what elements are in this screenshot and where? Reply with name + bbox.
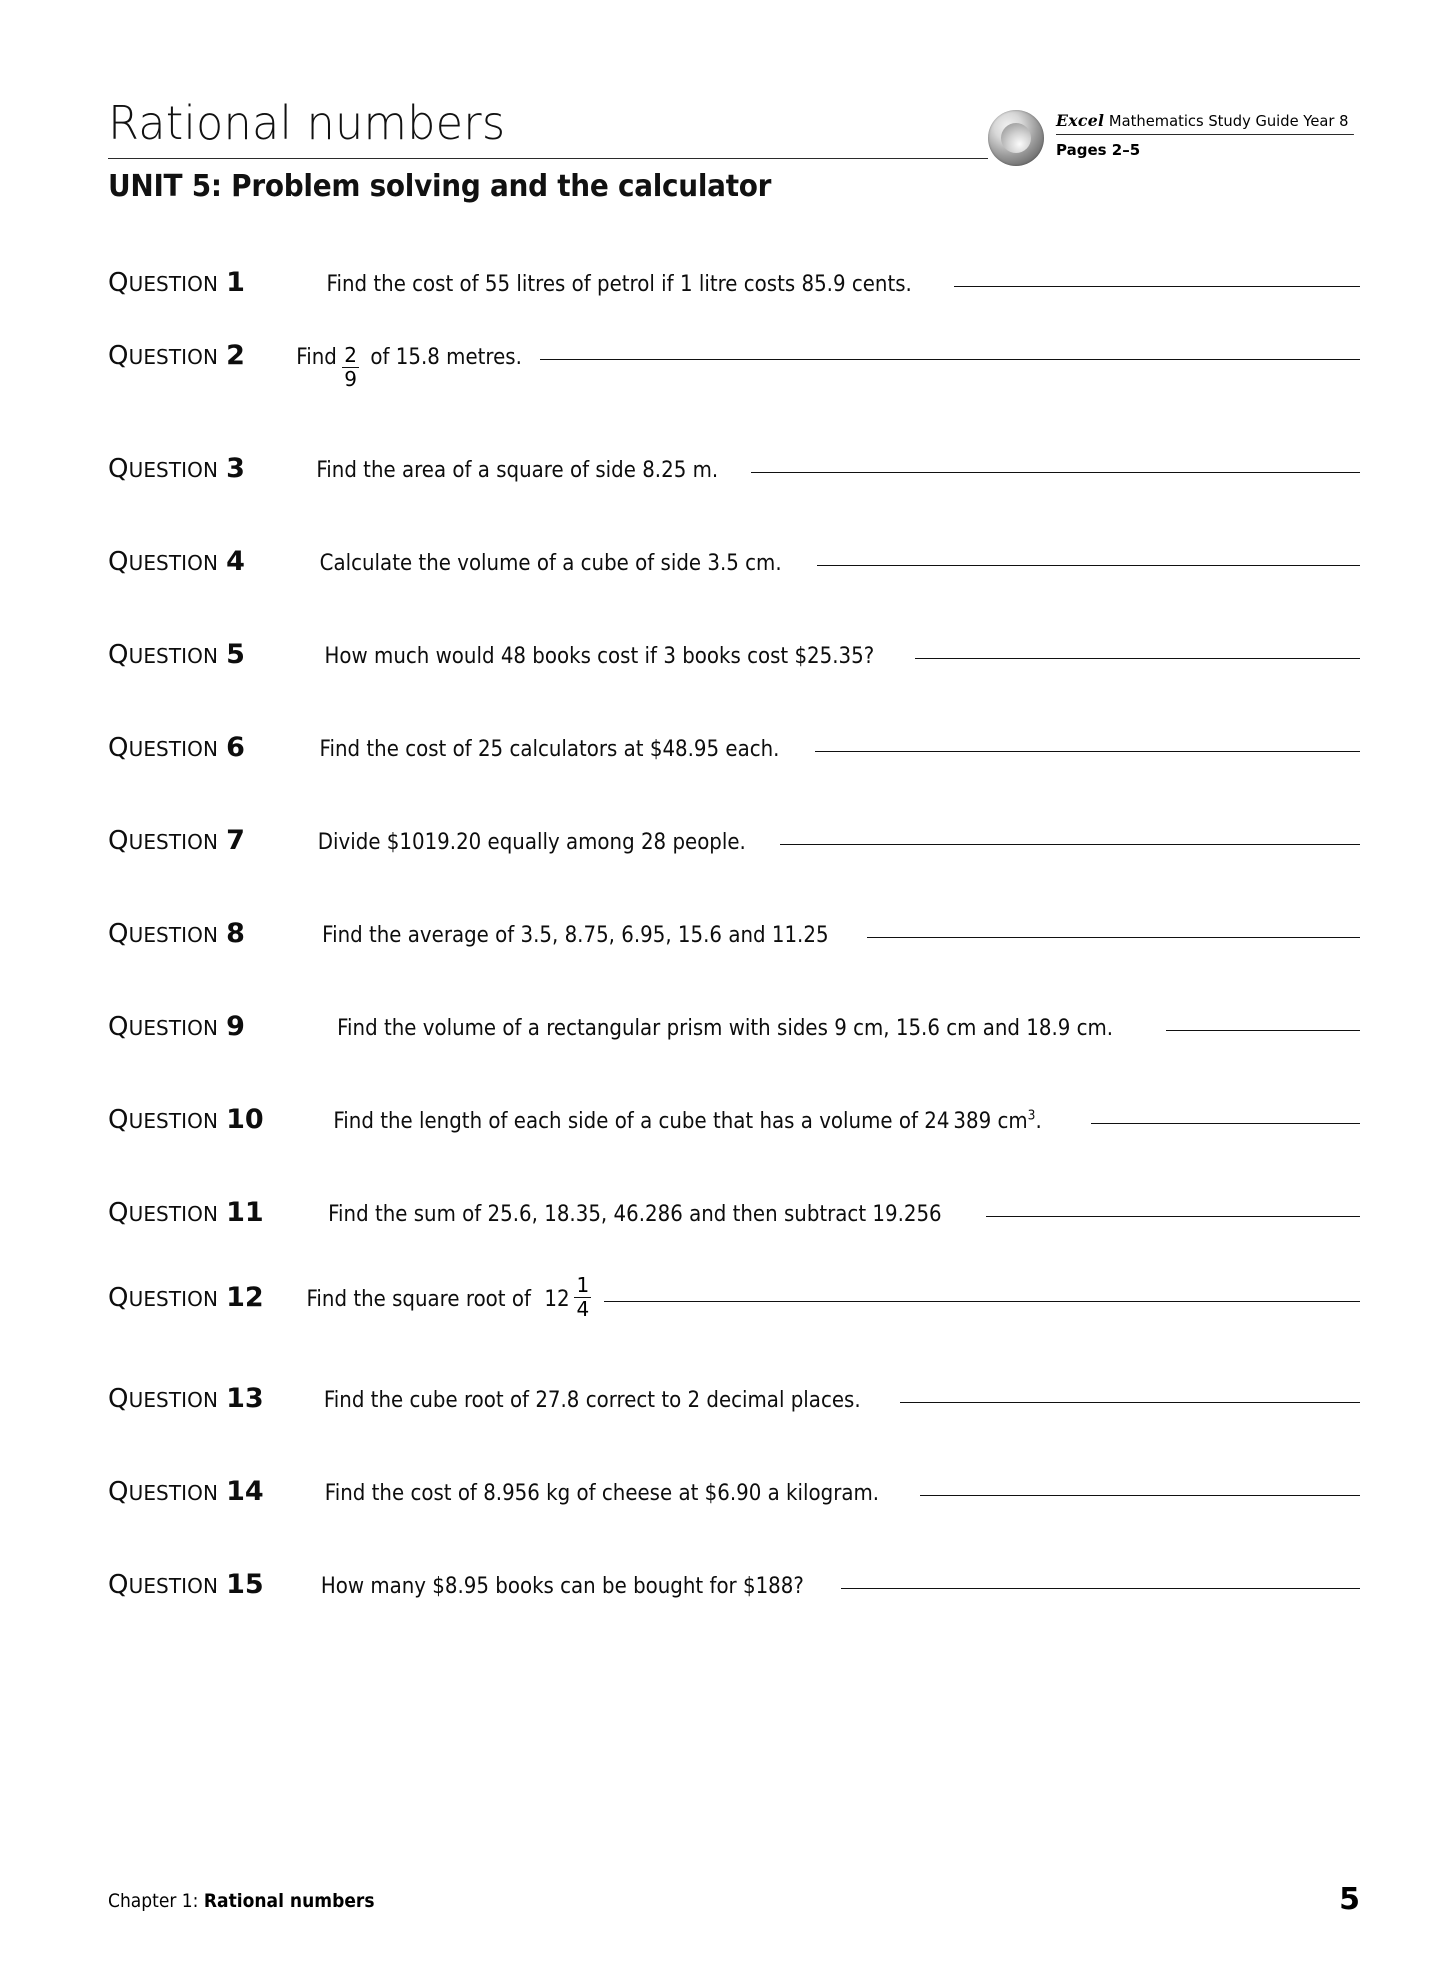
question-label bbox=[108, 453, 294, 484]
question-text: Divide $1019.20 equally among 28 people. bbox=[317, 830, 746, 855]
question-word-cap: Q bbox=[108, 640, 129, 670]
question-word-cap: Q bbox=[108, 1570, 129, 1600]
question-text-before: Find bbox=[296, 345, 337, 370]
question-number: 13 bbox=[226, 1383, 264, 1414]
question-number: 14 bbox=[226, 1476, 264, 1507]
question-label bbox=[108, 1476, 294, 1507]
footer-chapter-label: Chapter 1: bbox=[108, 1890, 204, 1912]
question-text: How many $8.95 books can be bought for $188? bbox=[320, 1574, 804, 1599]
question-word-cap: Q bbox=[108, 1012, 129, 1042]
question-row bbox=[108, 1073, 1360, 1166]
mixed-number bbox=[543, 1273, 594, 1322]
question-text: Find the cost of 55 litres of petrol if 1 litre costs 85.9 cents. bbox=[326, 272, 912, 297]
question-row bbox=[108, 608, 1360, 701]
question-number: 15 bbox=[226, 1569, 264, 1600]
page-title: Rational numbers bbox=[108, 96, 506, 150]
question-number: 10 bbox=[226, 1104, 264, 1135]
unit-subtitle: UNIT 5: Problem solving and the calculator bbox=[108, 169, 772, 204]
question-label bbox=[108, 340, 294, 371]
answer-line[interactable] bbox=[751, 472, 1361, 473]
question-row bbox=[108, 794, 1360, 887]
question-label bbox=[108, 1011, 294, 1042]
page-footer bbox=[108, 1882, 1360, 1928]
question-word-rest: UESTION bbox=[128, 1286, 219, 1311]
question-word-rest: UESTION bbox=[128, 1202, 219, 1226]
question-number: 4 bbox=[226, 546, 245, 577]
page-number: 5 bbox=[1339, 1882, 1360, 1917]
question-text-after: . bbox=[1035, 1109, 1042, 1134]
question-row bbox=[108, 329, 1360, 422]
badge-product-name: Mathematics Study Guide Year 8 bbox=[1108, 112, 1349, 130]
question-word-rest: UESTION bbox=[128, 923, 219, 947]
question-text: How much would 48 books cost if 3 books cost $25.35? bbox=[324, 644, 875, 669]
answer-line[interactable] bbox=[900, 1402, 1360, 1403]
question-text: Find the area of a square of side 8.25 m. bbox=[316, 458, 719, 483]
question-label bbox=[108, 1569, 294, 1600]
question-number: 1 bbox=[226, 267, 245, 298]
question-word-rest: UESTION bbox=[128, 1388, 219, 1412]
question-label bbox=[108, 267, 294, 298]
excel-ring-logo-icon bbox=[988, 110, 1044, 166]
question-label bbox=[108, 918, 294, 949]
question-text-before: Find the length of each side of a cube that has a volume of 24 389 cm bbox=[333, 1109, 1028, 1134]
question-word-cap: Q bbox=[108, 1105, 129, 1135]
answer-line[interactable] bbox=[780, 844, 1360, 845]
answer-line[interactable] bbox=[867, 937, 1360, 938]
question-text-before: Find the square root of bbox=[306, 1286, 531, 1312]
question-word-cap: Q bbox=[108, 1384, 129, 1414]
question-word-rest: UESTION bbox=[128, 345, 219, 369]
question-row bbox=[108, 1259, 1360, 1352]
answer-line[interactable] bbox=[540, 359, 1360, 360]
answer-line[interactable] bbox=[841, 1588, 1360, 1589]
fraction bbox=[574, 1275, 591, 1320]
question-list bbox=[108, 236, 1360, 1631]
question-word-cap: Q bbox=[108, 268, 129, 298]
question-word-rest: UESTION bbox=[128, 458, 219, 482]
answer-line[interactable] bbox=[986, 1216, 1360, 1217]
question-word-cap: Q bbox=[108, 1198, 129, 1228]
question-number: 6 bbox=[226, 732, 245, 763]
question-text: Find the cube root of 27.8 correct to 2 decimal places. bbox=[323, 1388, 861, 1413]
question-word-rest: UESTION bbox=[128, 737, 219, 761]
question-word-rest: UESTION bbox=[128, 1109, 219, 1133]
question-label bbox=[108, 1104, 294, 1135]
question-label bbox=[108, 1282, 294, 1313]
superscript-exponent: 3 bbox=[1027, 1107, 1036, 1124]
question-number: 7 bbox=[226, 825, 245, 856]
question-word-cap: Q bbox=[108, 547, 129, 577]
answer-line[interactable] bbox=[815, 751, 1360, 752]
badge-brand: Excel bbox=[1056, 111, 1105, 130]
question-number: 5 bbox=[226, 639, 245, 670]
title-divider bbox=[108, 158, 988, 159]
question-word-cap: Q bbox=[108, 826, 129, 856]
answer-line[interactable] bbox=[604, 1301, 1360, 1302]
question-row bbox=[108, 1538, 1360, 1631]
question-row bbox=[108, 1352, 1360, 1445]
page-header bbox=[108, 96, 1360, 206]
answer-line[interactable] bbox=[954, 286, 1360, 287]
question-label bbox=[108, 1197, 294, 1228]
fraction bbox=[342, 345, 359, 390]
fraction-numerator: 1 bbox=[576, 1273, 590, 1297]
footer-chapter bbox=[108, 1888, 375, 1914]
answer-line[interactable] bbox=[920, 1495, 1360, 1496]
question-label bbox=[108, 732, 294, 763]
mixed-whole-part: 12 bbox=[544, 1286, 571, 1312]
answer-line[interactable] bbox=[915, 658, 1360, 659]
answer-line[interactable] bbox=[1091, 1123, 1360, 1124]
question-label bbox=[108, 1383, 294, 1414]
question-row bbox=[108, 422, 1360, 515]
question-number: 11 bbox=[226, 1197, 264, 1228]
question-word-cap: Q bbox=[108, 1477, 129, 1507]
question-label bbox=[108, 639, 294, 670]
question-text bbox=[333, 1108, 1041, 1136]
question-word-rest: UESTION bbox=[128, 1016, 219, 1040]
question-label bbox=[108, 546, 294, 577]
question-row bbox=[108, 1166, 1360, 1259]
question-word-rest: UESTION bbox=[128, 1481, 219, 1505]
question-word-cap: Q bbox=[108, 919, 129, 949]
question-word-rest: UESTION bbox=[128, 830, 219, 854]
question-word-rest: UESTION bbox=[128, 551, 219, 575]
fraction-denominator: 4 bbox=[576, 1297, 590, 1321]
fraction-denominator: 9 bbox=[344, 367, 357, 391]
question-word-cap: Q bbox=[108, 1282, 129, 1313]
question-row bbox=[108, 980, 1360, 1073]
question-word-rest: UESTION bbox=[128, 1574, 219, 1598]
question-label bbox=[108, 825, 294, 856]
question-number: 3 bbox=[226, 453, 245, 484]
footer-chapter-name: Rational numbers bbox=[203, 1890, 375, 1912]
badge-text-block bbox=[1056, 110, 1360, 160]
answer-line[interactable] bbox=[817, 565, 1360, 566]
question-word-cap: Q bbox=[108, 733, 129, 763]
question-text: Calculate the volume of a cube of side 3.5 cm. bbox=[319, 551, 782, 576]
question-row bbox=[108, 515, 1360, 608]
study-guide-badge bbox=[988, 102, 1360, 178]
fraction-numerator: 2 bbox=[344, 343, 357, 367]
question-number: 9 bbox=[226, 1011, 245, 1042]
answer-line[interactable] bbox=[1166, 1030, 1360, 1031]
question-number: 12 bbox=[226, 1281, 264, 1313]
question-row bbox=[108, 887, 1360, 980]
question-text: Find the sum of 25.6, 18.35, 46.286 and then subtract 19.256 bbox=[328, 1202, 942, 1227]
question-word-rest: UESTION bbox=[128, 272, 219, 296]
question-text: Find the volume of a rectangular prism with sides 9 cm, 15.6 cm and 18.9 cm. bbox=[337, 1016, 1114, 1041]
question-row bbox=[108, 1445, 1360, 1538]
question-row bbox=[108, 701, 1360, 794]
badge-title-line bbox=[1056, 110, 1354, 135]
question-word-cap: Q bbox=[108, 341, 129, 371]
badge-pages: Pages 2–5 bbox=[1056, 141, 1141, 159]
question-word-cap: Q bbox=[108, 454, 129, 484]
question-text: Find the cost of 8.956 kg of cheese at $6.90 a kilogram. bbox=[324, 1481, 880, 1506]
question-text-after: of 15.8 metres. bbox=[370, 345, 522, 370]
question-word-rest: UESTION bbox=[128, 644, 219, 668]
question-number: 8 bbox=[226, 918, 245, 949]
question-text: Find the average of 3.5, 8.75, 6.95, 15.6 and 11.25 bbox=[322, 923, 829, 948]
question-row bbox=[108, 236, 1360, 329]
question-number: 2 bbox=[226, 340, 245, 371]
question-text: Find the cost of 25 calculators at $48.95 each. bbox=[319, 737, 780, 762]
